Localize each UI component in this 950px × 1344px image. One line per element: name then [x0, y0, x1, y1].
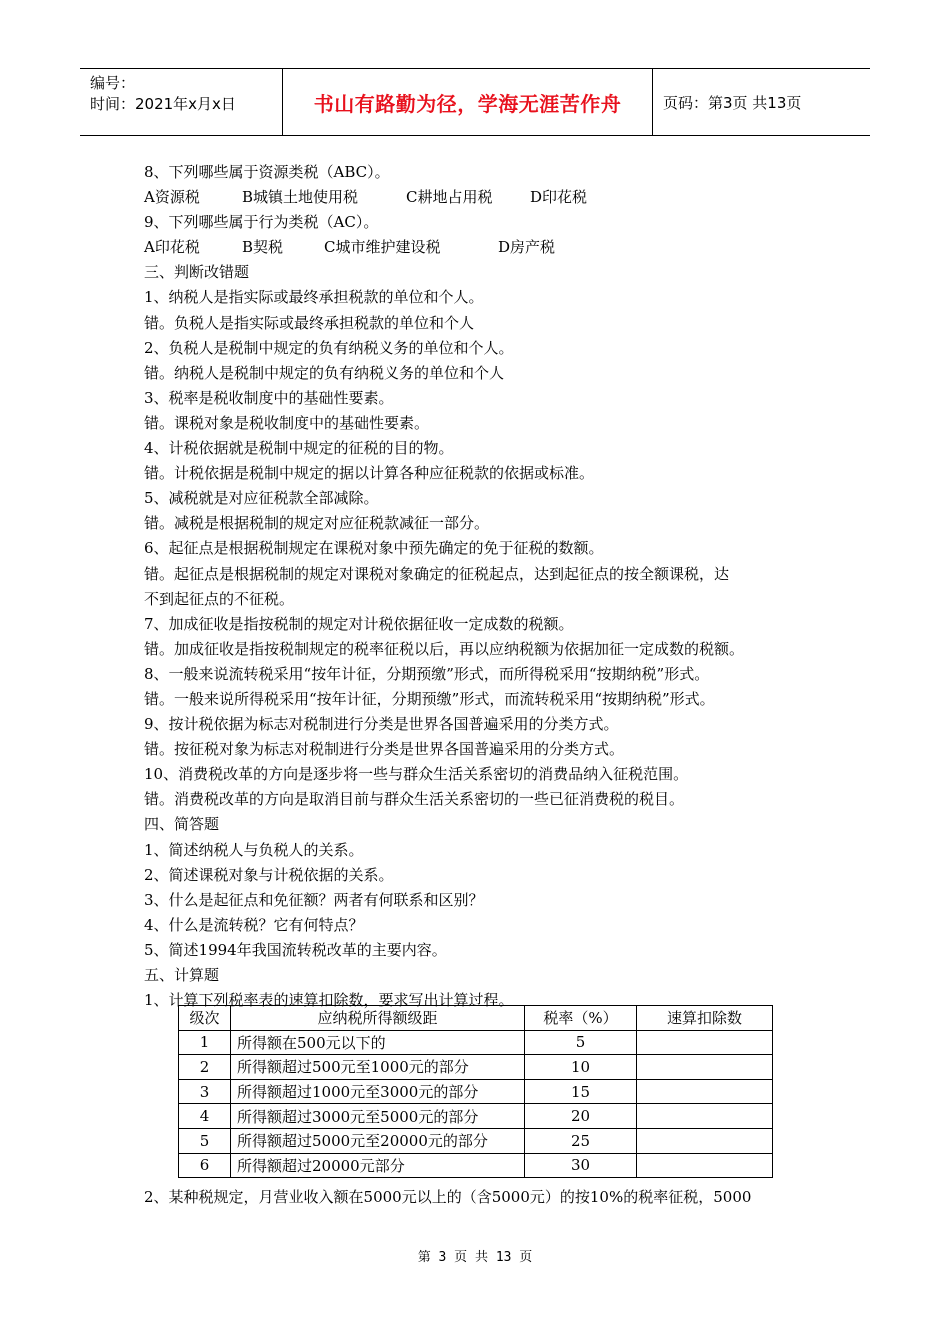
body-line: 错。消费税改革的方向是取消目前与群众生活关系密切的一些已征消费税的税目。	[144, 790, 685, 809]
body-line: 3、税率是税收制度中的基础性要素。	[144, 388, 394, 407]
tax-rate-table	[178, 1005, 773, 1178]
table-cell: 所得额超过3000元至5000元的部分	[231, 1104, 525, 1129]
option: C城市维护建设税	[324, 238, 441, 257]
table-cell: 6	[179, 1153, 231, 1178]
option: B城镇土地使用税	[242, 188, 359, 207]
page-header	[80, 68, 870, 136]
body-line: 错。一般来说所得税采用“按年计征，分期预缴”形式，而流转税采用“按期纳税”形式。	[144, 689, 715, 708]
table-cell: 2	[179, 1055, 231, 1080]
table-row	[179, 1104, 773, 1129]
header-meta	[80, 69, 283, 135]
table-row	[179, 1128, 773, 1153]
table-header: 速算扣除数	[637, 1006, 773, 1031]
body-line: 4、什么是流转税？它有何特点？	[144, 915, 364, 934]
table-row	[179, 1079, 773, 1104]
table-cell	[637, 1079, 773, 1104]
table-header-row	[179, 1006, 773, 1031]
table-cell: 所得额超过5000元至20000元的部分	[231, 1128, 525, 1153]
body-line: 10、消费税改革的方向是逐步将一些与群众生活关系密切的消费品纳入征税范围。	[144, 765, 689, 784]
option: D房产税	[498, 238, 556, 257]
body-line: 错。课税对象是税收制度中的基础性要素。	[144, 413, 430, 432]
table-cell	[637, 1128, 773, 1153]
table-cell	[637, 1030, 773, 1055]
body-line: 错。负税人是指实际或最终承担税款的单位和个人	[144, 313, 475, 332]
body-line: 错。按征税对象为标志对税制进行分类是世界各国普遍采用的分类方式。	[144, 740, 625, 759]
body-line: 2、负税人是税制中规定的负有纳税义务的单位和个人。	[144, 338, 514, 357]
header-page-info: 页码：第3页 共13页	[663, 93, 802, 112]
body-line: 错。纳税人是税制中规定的负有纳税义务的单位和个人	[144, 363, 505, 382]
section-heading: 三、判断改错题	[144, 263, 250, 282]
q8-options	[144, 185, 814, 210]
option: C耕地占用税	[406, 188, 493, 207]
body-line: 1、简述纳税人与负税人的关系。	[144, 840, 364, 859]
body-line: 错。加成征收是指按税制规定的税率征税以后，再以应纳税额为依据加征一定成数的税额。	[144, 639, 745, 658]
table-cell: 5	[179, 1128, 231, 1153]
table-cell: 15	[525, 1079, 637, 1104]
table-cell: 3	[179, 1079, 231, 1104]
body-line: 4、计税依据就是税制中规定的征税的目的物。	[144, 439, 454, 458]
body-line: 8、下列哪些属于资源类税（ABC）。	[144, 163, 390, 181]
option: A印花税	[144, 238, 200, 257]
table-cell: 1	[179, 1030, 231, 1055]
table-header: 级次	[179, 1006, 231, 1031]
number-label: 编号：	[90, 74, 136, 92]
table-cell: 5	[525, 1030, 637, 1055]
body-line: 错。计税依据是税制中规定的据以计算各种应征税款的依据或标准。	[144, 464, 595, 483]
page-footer: 第 3 页 共 13 页	[417, 1250, 533, 1265]
body-line: 错。起征点是根据税制的规定对课税对象确定的征税起点，达到起征点的按全额课税，达	[144, 564, 730, 583]
body-line: 3、什么是起征点和免征额？两者有何联系和区别？	[144, 890, 484, 909]
table-cell: 4	[179, 1104, 231, 1129]
header-motto: 书山有路勤为径，学海无涯苦作舟	[283, 69, 653, 135]
body-line: 5、简述1994年我国流转税改革的主要内容。	[144, 940, 447, 959]
table-cell: 所得额超过500元至1000元的部分	[231, 1055, 525, 1080]
body-line: 7、加成征收是指按税制的规定对计税依据征收一定成数的税额。	[144, 614, 574, 633]
table-row	[179, 1030, 773, 1055]
body-line: 错。减税是根据税制的规定对应征税款减征一部分。	[144, 514, 490, 533]
body-line: 8、一般来说流转税采用“按年计征，分期预缴”形式，而所得税采用“按期纳税”形式。	[144, 664, 710, 683]
date-label: 时间：2021年x月x日	[90, 95, 236, 113]
body-line: 6、起征点是根据税制规定在课税对象中预先确定的免于征税的数额。	[144, 539, 604, 558]
table-cell	[637, 1153, 773, 1178]
q9-options	[144, 235, 814, 260]
option: B契税	[242, 238, 284, 257]
table-cell	[637, 1055, 773, 1080]
body-line: 9、按计税依据为标志对税制进行分类是世界各国普遍采用的分类方式。	[144, 715, 619, 734]
body-line: 9、下列哪些属于行为类税（AC）。	[144, 213, 379, 232]
body-line: 1、纳税人是指实际或最终承担税款的单位和个人。	[144, 288, 484, 307]
body-line: 5、减税就是对应征税款全部减除。	[144, 489, 379, 508]
table-cell: 所得额超过1000元至3000元的部分	[231, 1079, 525, 1104]
option: D印花税	[530, 188, 588, 207]
table-cell: 30	[525, 1153, 637, 1178]
table-cell: 10	[525, 1055, 637, 1080]
section-heading: 四、简答题	[144, 815, 220, 834]
table-row	[179, 1055, 773, 1080]
option: A资源税	[144, 188, 200, 207]
body-line: 2、简述课税对象与计税依据的关系。	[144, 865, 394, 884]
body-line: 2、某种税规定，月营业收入额在5000元以上的（含5000元）的按10%的税率征税，5000	[144, 1188, 752, 1206]
table-cell: 25	[525, 1128, 637, 1153]
table-header: 应纳税所得额级距	[231, 1006, 525, 1031]
document-body	[144, 160, 814, 1013]
table-row	[179, 1153, 773, 1178]
table-cell: 所得额在500元以下的	[231, 1030, 525, 1055]
body-line: 1、计算下列税率表的速算扣除数，要求写出计算过程。	[144, 991, 514, 1010]
section-heading: 五、计算题	[144, 966, 220, 984]
table-cell: 20	[525, 1104, 637, 1129]
table-header: 税率（%）	[525, 1006, 637, 1031]
body-line: 不到起征点的不征税。	[144, 589, 295, 608]
table-cell: 所得额超过20000元部分	[231, 1153, 525, 1178]
table-cell	[637, 1104, 773, 1129]
